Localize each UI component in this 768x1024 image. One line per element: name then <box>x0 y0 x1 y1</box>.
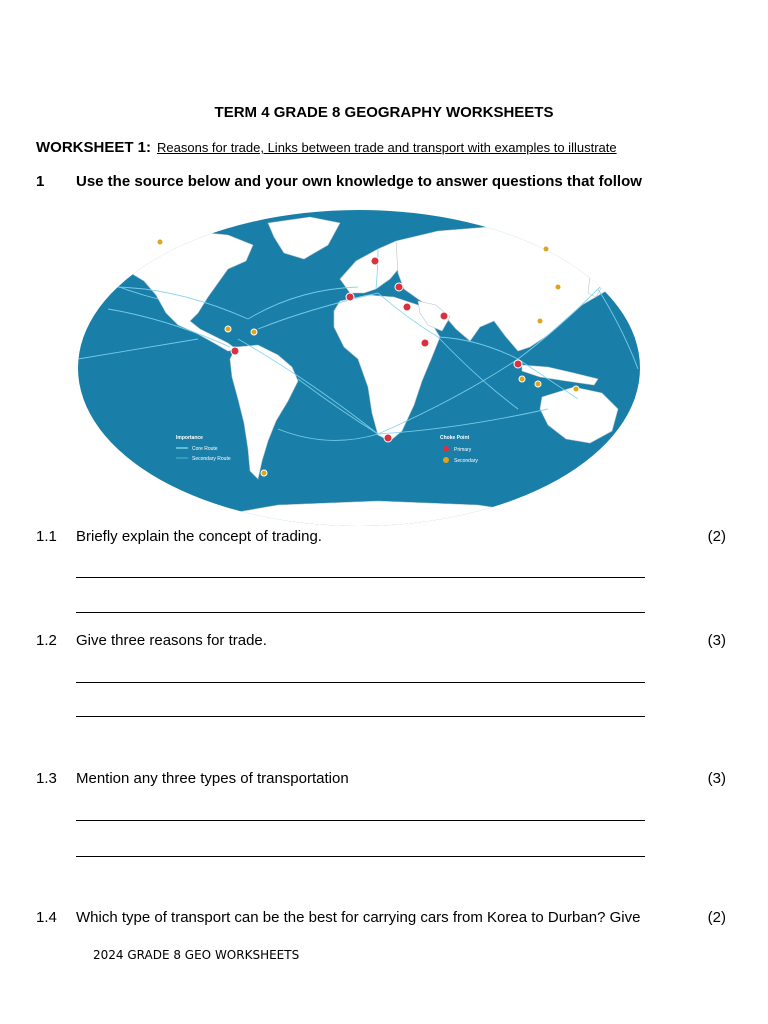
question-number: 1.4 <box>36 909 57 926</box>
choke-point-marker <box>231 347 239 355</box>
choke-point-marker <box>440 312 448 320</box>
page-footer: 2024 GRADE 8 GEO WORKSHEETS <box>93 948 300 962</box>
question-number: 1.1 <box>36 528 57 545</box>
choke-point-marker <box>535 381 541 387</box>
choke-point-marker <box>519 376 525 382</box>
choke-point-marker <box>384 434 392 442</box>
answer-line[interactable] <box>76 682 645 683</box>
choke-point-marker <box>573 386 579 392</box>
question-marks: (2) <box>707 909 726 926</box>
answer-line[interactable] <box>76 820 645 821</box>
world-trade-routes-map <box>78 209 640 527</box>
page-title: TERM 4 GRADE 8 GEOGRAPHY WORKSHEETS <box>214 104 554 121</box>
choke-point-marker <box>514 360 522 368</box>
choke-point-marker <box>261 470 267 476</box>
question-text: Briefly explain the concept of trading. <box>76 528 322 545</box>
answer-line[interactable] <box>76 577 645 578</box>
legend-primary: Primary <box>454 447 472 453</box>
legend-core-route: Core Route <box>192 446 218 452</box>
worksheet-heading <box>36 139 617 156</box>
choke-point-marker <box>543 246 549 252</box>
legend-secondary-route: Secondary Route <box>192 456 231 462</box>
question-marks: (3) <box>707 770 726 787</box>
choke-point-marker <box>225 326 231 332</box>
choke-point-marker <box>403 303 411 311</box>
choke-point-marker <box>371 257 379 265</box>
legend-choke-title: Choke Point <box>440 435 470 441</box>
legend-importance-title: Importance <box>176 435 203 441</box>
choke-point-marker <box>555 284 561 290</box>
question-text: Give three reasons for trade. <box>76 632 267 649</box>
question-number: 1.3 <box>36 770 57 787</box>
answer-line[interactable] <box>76 716 645 717</box>
choke-point-marker <box>157 239 163 245</box>
choke-point-marker <box>395 283 403 291</box>
legend-secondary: Secondary <box>454 458 478 464</box>
question-text: Which type of transport can be the best for carrying cars from Korea to Durban? Give <box>76 909 641 926</box>
choke-point-marker <box>421 339 429 347</box>
answer-line[interactable] <box>76 856 645 857</box>
question-1-text: Use the source below and your own knowledge to answer questions that follow <box>76 173 642 190</box>
choke-point-marker <box>346 293 354 301</box>
question-marks: (2) <box>707 528 726 545</box>
question-marks: (3) <box>707 632 726 649</box>
choke-point-marker <box>251 329 257 335</box>
question-1-number: 1 <box>36 173 45 190</box>
answer-line[interactable] <box>76 612 645 613</box>
worksheet-label: WORKSHEET 1: <box>36 139 152 156</box>
choke-point-marker <box>537 318 543 324</box>
question-number: 1.2 <box>36 632 57 649</box>
question-text: Mention any three types of transportation <box>76 770 349 787</box>
worksheet-subtitle: Reasons for trade, Links between trade and transport with examples to illustrate <box>157 140 617 155</box>
